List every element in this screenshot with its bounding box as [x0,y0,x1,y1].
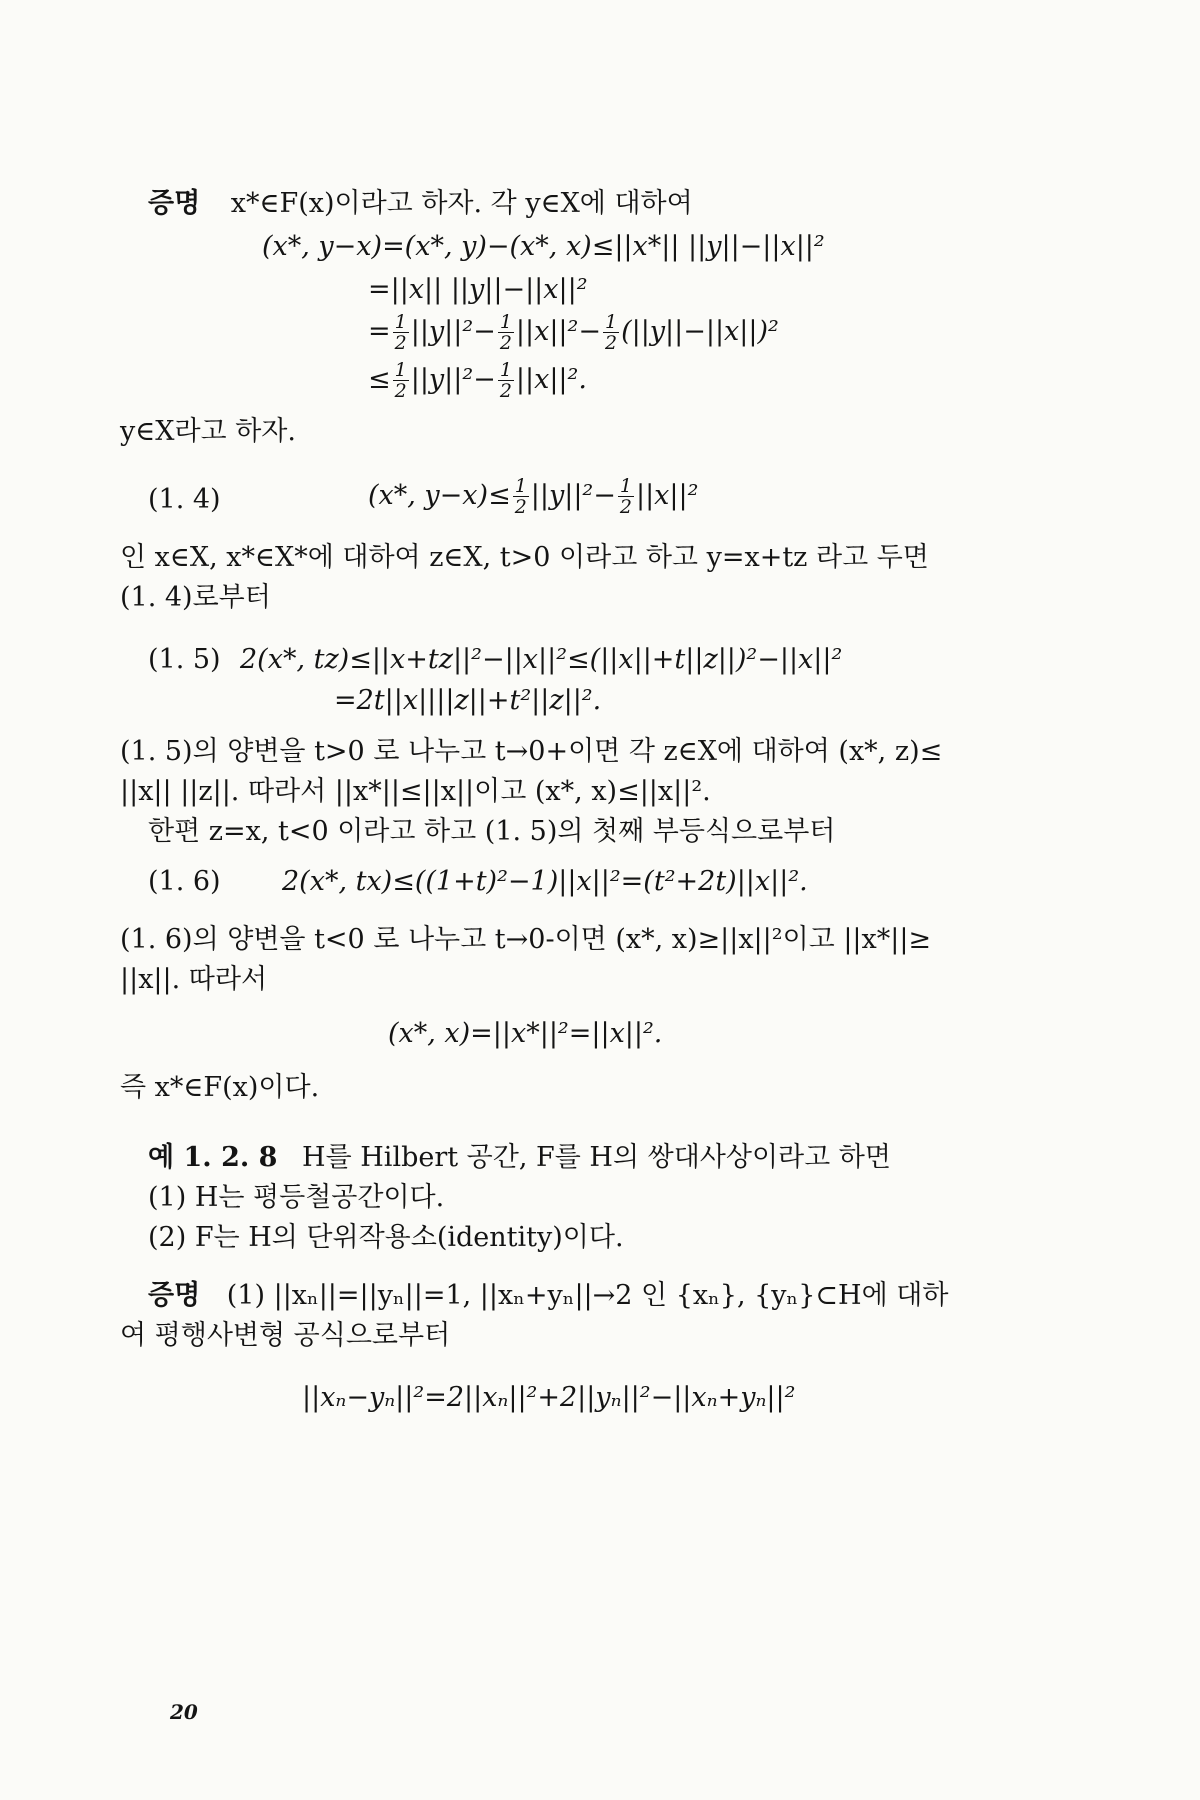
proof-line-1 [148,186,693,222]
example-item-1: (1) H는 평등철공간이다. [148,1182,445,1213]
page-number: 20 [170,1700,198,1724]
text-line: 한편 z=x, t<0 이라고 하고 (1. 5)의 첫째 부등식으로부터 [148,816,836,847]
fraction: $\frac{1}{2}$ [499,311,512,354]
example-text: H를 Hilbert 공간, F를 H의 쌍대사상이라고 하면 [302,1142,891,1173]
example-line [148,1140,891,1176]
equation-number: (1. 5) [148,644,221,675]
fraction: $\frac{1}{2}$ [499,359,512,402]
fraction: $\frac{1}{2}$ [604,311,618,354]
fraction: $\frac{1}{2}$ [394,359,407,402]
example-heading: 예 1. 2. 8 [148,1142,278,1173]
text-line: 인 x∈X, x*∈X*에 대하여 z∈X, t>0 이라고 하고 y=x+tz 라고 두면 [120,542,929,573]
equation-line: 2(x*, tz)≤||x+tz||²−||x||²≤(||x||+t||z||)²−||x||² [240,644,843,675]
equation-line: ||xₙ−yₙ||²=2||xₙ||²+2||yₙ||²−||xₙ+yₙ||² [302,1382,796,1413]
proof-line [148,1278,948,1314]
text-line: (1. 5)의 양변을 t>0 로 나누고 t→0+이면 각 z∈X에 대하여 (x*, z)≤ [120,736,943,767]
equation-line: (x*, y−x)≤ $\frac{1}{2}$ ||y||²− $\frac{1}{2}$ ||x||² [368,475,699,518]
equation-line: = $\frac{1}{2}$ ||y||²− $\frac{1}{2}$ ||x||²− $\frac{1}{2}$ (||y||−||x||)² [368,311,779,354]
text-line: 즉 x*∈F(x)이다. [120,1072,320,1103]
text-line: 여 평행사변형 공식으로부터 [120,1320,451,1351]
equation-number: (1. 4) [148,484,221,515]
proof-text: (1) ||xₙ||=||yₙ||=1, ||xₙ+yₙ||→2 인 {xₙ}, {yₙ}⊂H에 대하 [226,1280,949,1311]
equation-line: 2(x*, tx)≤((1+t)²−1)||x||²=(t²+2t)||x||². [282,866,808,897]
fraction: $\frac{1}{2}$ [619,475,632,518]
text-line: y∈X라고 하자. [120,416,296,447]
equation-line: (x*, y−x)=(x*, y)−(x*, x)≤||x*|| ||y||−||x||² [262,231,825,262]
text-line: (1. 6)의 양변을 t<0 로 나누고 t→0-이면 (x*, x)≥||x||²이고 ||x*||≥ [120,924,932,955]
text-line: ||x|| ||z||. 따라서 ||x*||≤||x||이고 (x*, x)≤||x||². [120,776,711,807]
text-line: (1. 4)로부터 [120,582,271,613]
equation-line: =||x|| ||y||−||x||² [368,274,588,305]
example-item-2: (2) F는 H의 단위작용소(identity)이다. [148,1222,624,1253]
proof-intro-text: x*∈F(x)이라고 하자. 각 y∈X에 대하여 [230,188,693,219]
proof-heading: 증명 [148,1280,201,1311]
proof-heading: 증명 [148,188,201,219]
fraction: $\frac{1}{2}$ [394,311,407,354]
equation-line: ≤ $\frac{1}{2}$ ||y||²− $\frac{1}{2}$ ||x||². [368,359,587,402]
equation-number: (1. 6) [148,866,221,897]
text-line: ||x||. 따라서 [120,964,268,995]
equation-line: (x*, x)=||x*||²=||x||². [388,1018,663,1049]
equation-line: =2t||x||||z||+t²||z||². [334,685,602,716]
fraction: $\frac{1}{2}$ [514,475,527,518]
